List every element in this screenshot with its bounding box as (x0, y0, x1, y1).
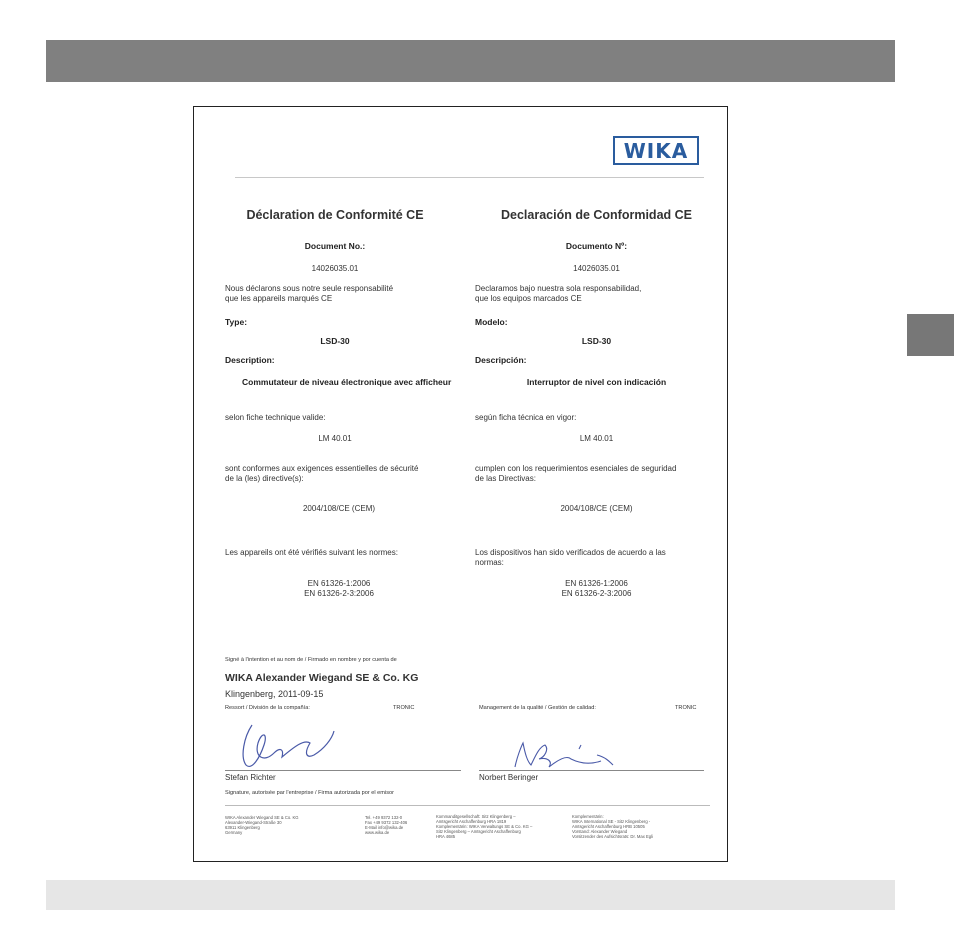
norm-es-1: EN 61326-1:2006 (565, 579, 628, 588)
doc-no-fr: 14026035.01 (311, 264, 359, 273)
conform-es-1: cumplen con los requerimientos esenciales de seguridad (475, 464, 677, 473)
intro-fr-1: Nous déclarons sous notre seule responsabilité (225, 284, 394, 293)
norm-es-2: EN 61326-2-3:2006 (561, 589, 632, 598)
desc-label-fr: Description: (225, 355, 275, 365)
conform-es-2: de las Directivas: (475, 474, 536, 483)
verified-es-2: normas: (475, 558, 504, 567)
header-rule (235, 177, 704, 178)
type-value-es: LSD-30 (581, 336, 612, 346)
header-band (46, 40, 895, 82)
desc-value-es: Interruptor de nivel con indicación (526, 377, 667, 387)
title-es: Declaración de Conformidad CE (500, 208, 692, 222)
footer-legal: Kommanditgesellschaft: Sitz Klingenberg – Amtsgericht Aschaffenburg HRA 1819 Komplementärin: WIKA Verwaltungs SE & Co. KG – Sitz Klingenberg – Amtsgericht Aschaffenburg HRA 4685 (436, 814, 533, 839)
directive-fr: 2004/108/CE (CEM) (302, 504, 376, 513)
title-fr: Déclaration de Conformité CE (246, 208, 424, 222)
intro-es-2: que los equipos marcados CE (475, 294, 582, 303)
section-tab[interactable] (907, 314, 954, 356)
qm-label: Management de la qualité / Gestión de calidad: (479, 705, 596, 711)
desc-value-fr: Commutateur de niveau électronique avec afficheur (242, 377, 452, 387)
footer-board: Komplementärin: WIKA International SE - Sitz Klingenberg - Amtsgericht Aschaffenburg HRB 10505 Vorstand: Alexander Wiegand Vorsitzender des Aufsichtsrats: Dr. Max Egli (572, 814, 653, 839)
signature-stefan-richter (234, 717, 364, 777)
datasheet-label-fr: selon fiche technique valide: (225, 413, 326, 422)
signature-note: Signature, autorisée par l'entreprise / Firma autorizada por el emisor (225, 790, 394, 796)
verified-es-1: Los dispositivos han sido verificados de acuerdo a las (475, 548, 666, 557)
signature-norbert-beringer (509, 735, 619, 775)
verified-fr: Les appareils ont été vérifiés suivant les normes: (225, 548, 398, 557)
signature-line-left (225, 770, 461, 771)
footer-rule (225, 805, 710, 806)
norm-fr-2: EN 61326-2-3:2006 (304, 589, 374, 598)
datasheet-label-es: según ficha técnica en vigor: (475, 413, 577, 422)
signature-line-right (479, 770, 704, 771)
wika-logo: WIKA (613, 136, 699, 165)
footer-contact: Tel. +49 9372 132-0 Fax +49 9372 132-406 E-Mail info@wika.de www.wika.de (365, 815, 408, 835)
conform-fr-1: sont conformes aux exigences essentielles de sécurité (225, 464, 419, 473)
qm-value: TRONIC (675, 705, 697, 711)
division-label: Ressort / División de la compañía: (225, 705, 310, 711)
doc-no-label-fr: Document No.: (304, 241, 366, 251)
footer-band (46, 880, 895, 910)
intro-fr-2: que les appareils marqués CE (225, 294, 333, 303)
datasheet-value-fr: LM 40.01 (318, 434, 352, 443)
declaration-document (193, 106, 728, 862)
signed-on-behalf: Signé à l'intention et au nom de / Firmado en nombre y por cuenta de (225, 657, 397, 663)
footer-address: WIKA Alexander Wiegand SE & Co. KG Alexander-Wiegand-Straße 30 63911 Klingenberg Germany (225, 815, 299, 835)
doc-no-label-es: Documento Nº: (565, 241, 628, 251)
signer-right: Norbert Beringer (479, 773, 539, 782)
doc-no-es: 14026035.01 (573, 264, 620, 273)
directive-es: 2004/108/CE (CEM) (560, 504, 633, 513)
signer-left: Stefan Richter (225, 773, 276, 782)
norm-fr-1: EN 61326-1:2006 (307, 579, 371, 588)
intro-es-1: Declaramos bajo nuestra sola responsabilidad, (475, 284, 642, 293)
type-value-fr: LSD-30 (320, 336, 350, 346)
type-label-es: Modelo: (475, 317, 508, 327)
company-name: WIKA Alexander Wiegand SE & Co. KG (225, 672, 419, 684)
type-label-fr: Type: (225, 317, 248, 327)
datasheet-value-es: LM 40.01 (579, 434, 614, 443)
division-value: TRONIC (393, 705, 415, 711)
desc-label-es: Descripción: (475, 355, 527, 365)
place-date: Klingenberg, 2011-09-15 (225, 689, 324, 699)
conform-fr-2: de la (les) directive(s): (225, 474, 304, 483)
